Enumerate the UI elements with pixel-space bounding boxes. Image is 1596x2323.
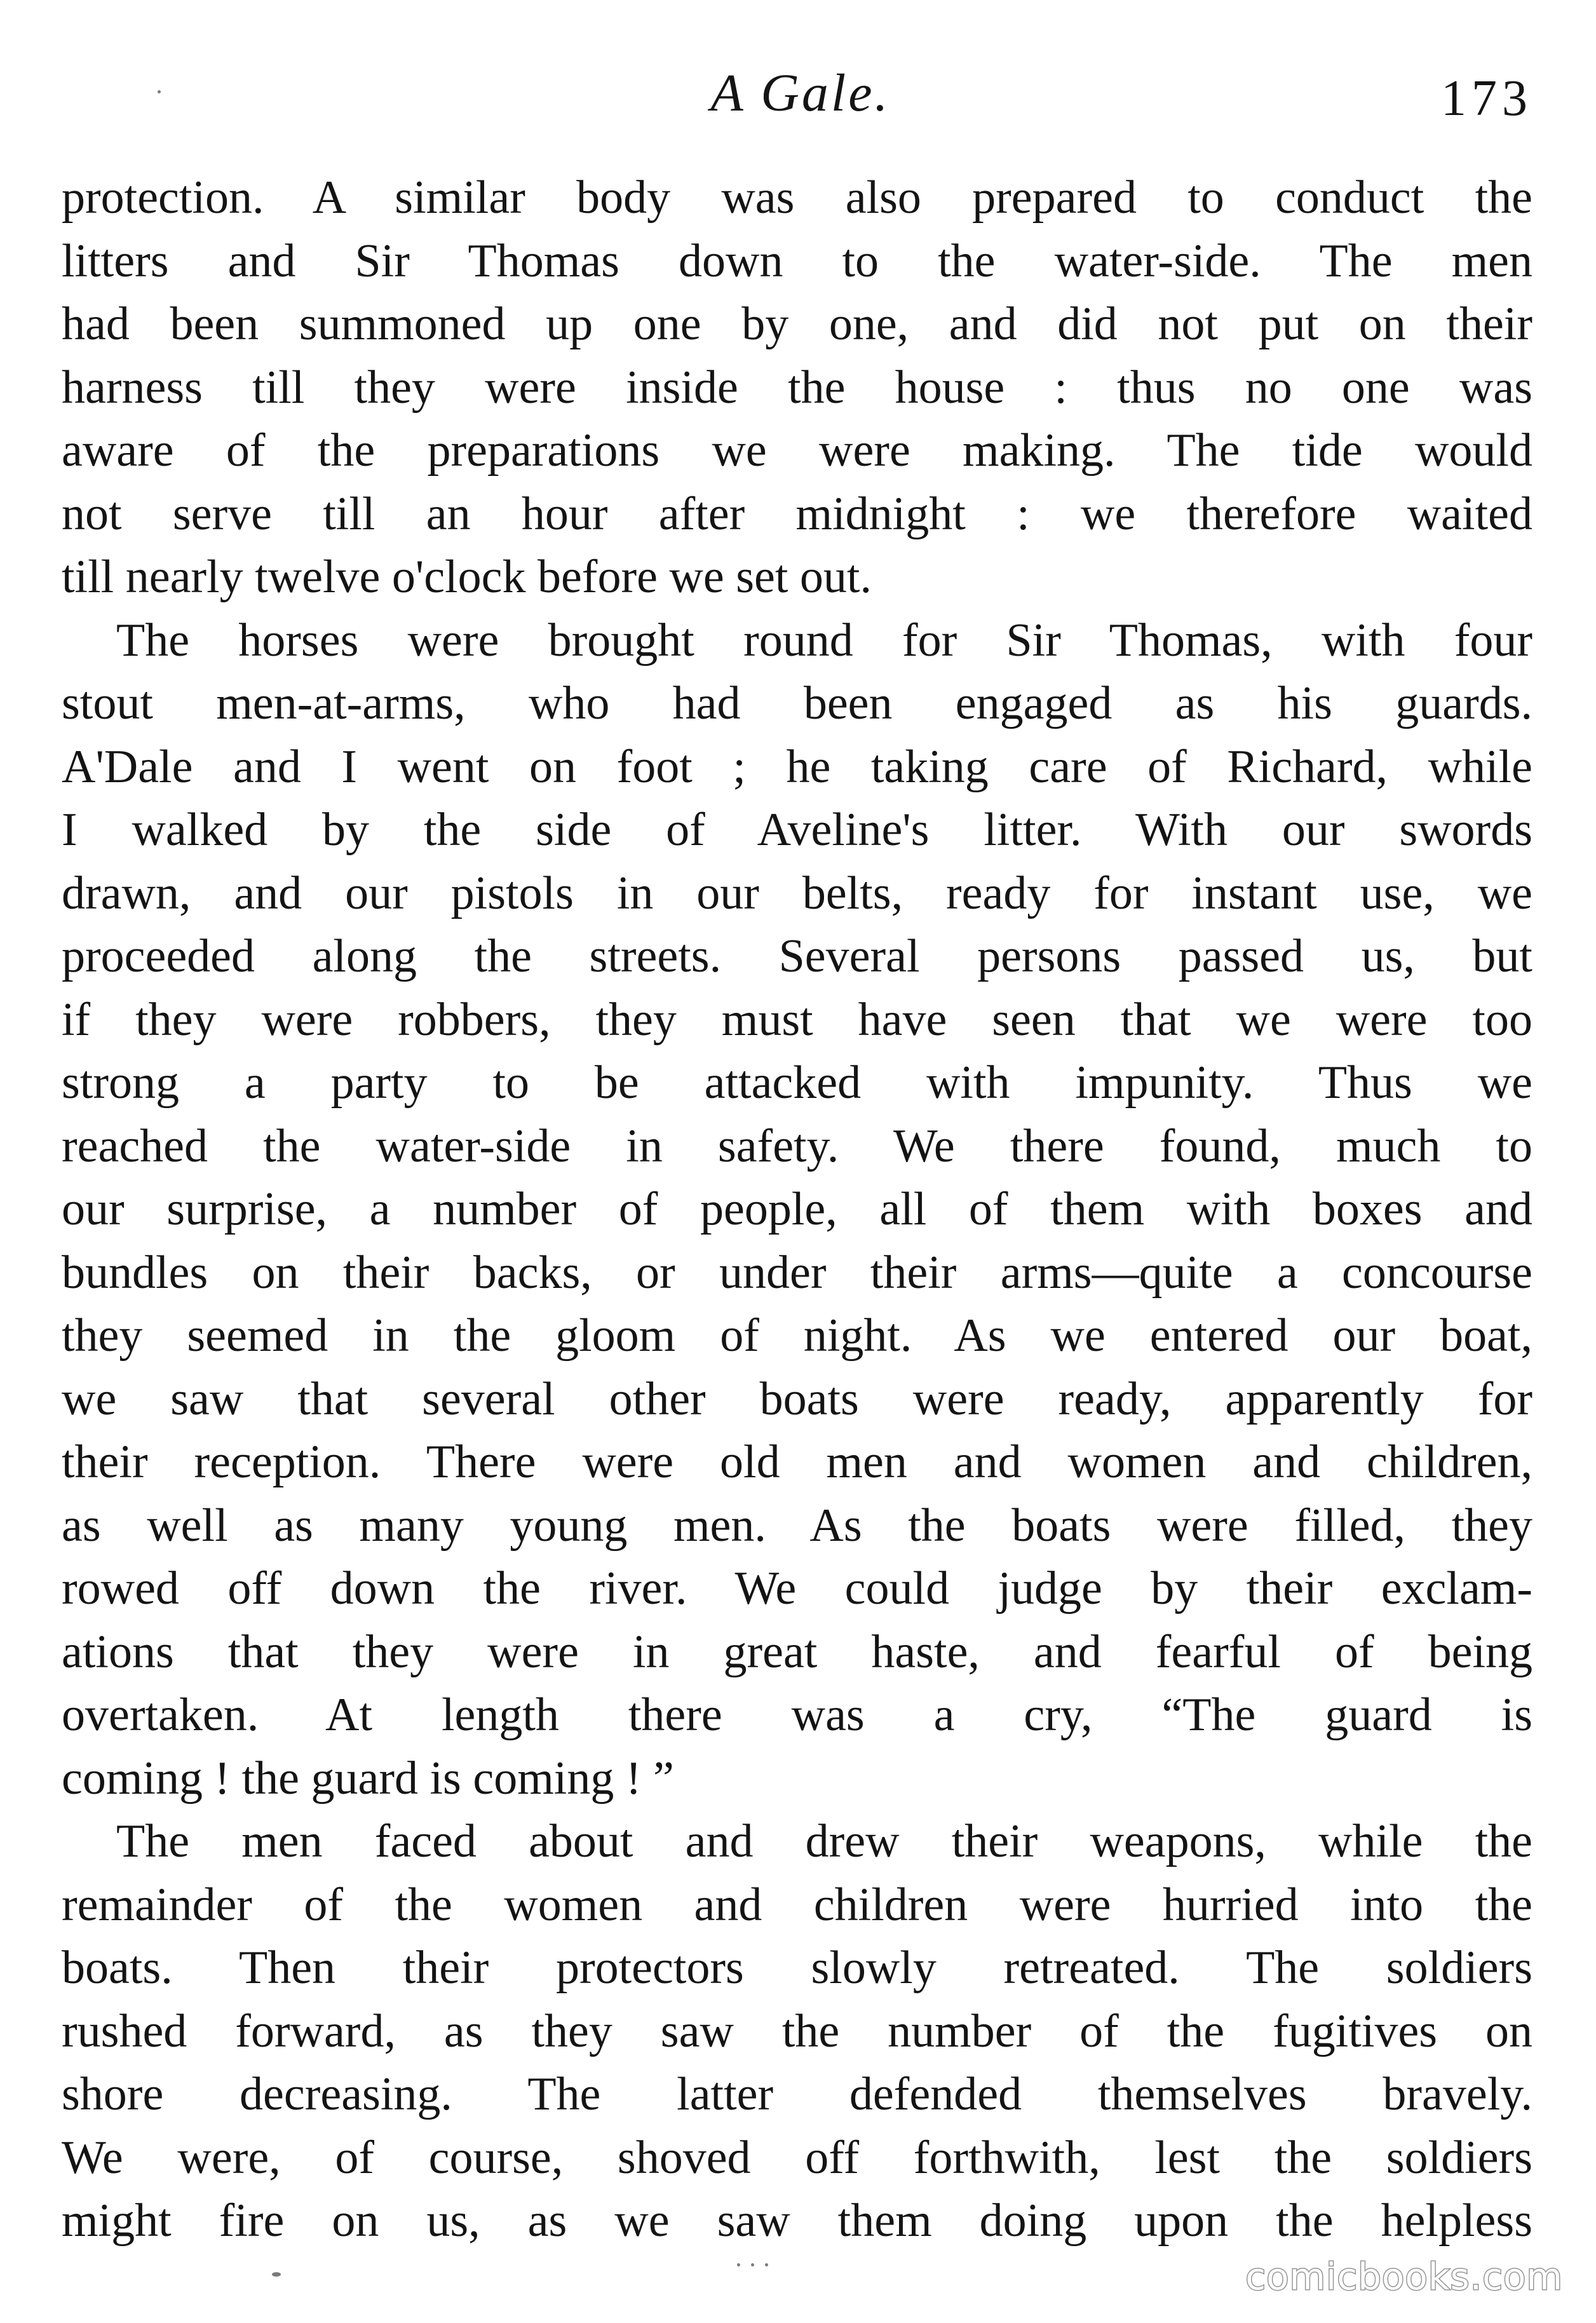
text-line: had been summoned up one by one, and did not put on their: [62, 298, 1532, 350]
paragraph-3: [62, 1810, 1532, 2253]
text-line: litters and Sir Thomas down to the water-side. The men: [62, 234, 1532, 287]
text-line: drawn, and our pistols in our belts, ready for instant use, we: [62, 867, 1532, 919]
text-line: protection. A similar body was also prepared to conduct the: [62, 172, 1532, 224]
text-line: We were, of course, shoved off forthwith, lest the soldiers: [62, 2131, 1532, 2184]
text-line: not serve till an hour after midnight : we therefore waited: [62, 487, 1532, 540]
text-line: coming ! the guard is coming ! ”: [62, 1752, 674, 1805]
text-line: The men faced about and drew their weapons, while the: [116, 1815, 1532, 1867]
text-line: bundles on their backs, or under their arms—quite a concourse: [62, 1246, 1532, 1299]
ink-speck: [272, 2272, 281, 2277]
text-line: rowed off down the river. We could judge by their exclam-: [62, 1562, 1532, 1615]
text-line: till nearly twelve o'clock before we set out.: [62, 551, 872, 603]
page-number: 173: [1441, 71, 1532, 126]
watermark: comicbooks.com: [1245, 2255, 1563, 2298]
running-head: [0, 58, 1596, 128]
text-line: A'Dale and I went on foot ; he taking care of Richard, while: [62, 740, 1532, 793]
text-line: might fire on us, as we saw them doing upon the helpless: [62, 2195, 1532, 2247]
ink-speck: [765, 2263, 768, 2266]
text-line: reached the water-side in safety. We there found, much to: [62, 1120, 1532, 1172]
ink-speck: [737, 2263, 740, 2266]
text-line: stout men-at-arms, who had been engaged as his guards.: [62, 677, 1532, 729]
text-line: if they were robbers, they must have seen that we were too: [62, 993, 1532, 1046]
text-line: The horses were brought round for Sir Thomas, with four: [116, 614, 1532, 667]
text-line: I walked by the side of Aveline's litter. With our swords: [62, 804, 1532, 856]
paragraph-2: [62, 609, 1532, 1811]
text-line: our surprise, a number of people, all of them with boxes and: [62, 1183, 1532, 1235]
text-line: harness till they were inside the house : thus no one was: [62, 361, 1532, 414]
text-line: aware of the preparations we were making. The tide would: [62, 424, 1532, 477]
text-line: shore decreasing. The latter defended themselves bravely.: [62, 2068, 1532, 2120]
text-line: overtaken. At length there was a cry, “The guard is: [62, 1689, 1532, 1741]
running-title: A Gale.: [710, 64, 891, 123]
body-text: [62, 166, 1532, 2253]
text-line: we saw that several other boats were ready, apparently for: [62, 1372, 1532, 1425]
ink-speck: [158, 90, 161, 93]
text-line: boats. Then their protectors slowly retreated. The soldiers: [62, 1942, 1532, 1994]
text-line: they seemed in the gloom of night. As we entered our boat,: [62, 1310, 1532, 1362]
text-line: strong a party to be attacked with impunity. Thus we: [62, 1057, 1532, 1109]
paragraph-1: [62, 166, 1532, 609]
text-line: remainder of the women and children were hurried into the: [62, 1878, 1532, 1931]
text-line: ations that they were in great haste, and fearful of being: [62, 1625, 1532, 1678]
text-line: as well as many young men. As the boats were filled, they: [62, 1499, 1532, 1552]
text-line: rushed forward, as they saw the number of the fugitives on: [62, 2005, 1532, 2057]
text-line: their reception. There were old men and women and children,: [62, 1436, 1532, 1488]
text-line: proceeded along the streets. Several persons passed us, but: [62, 930, 1532, 982]
ink-speck: [751, 2263, 754, 2266]
